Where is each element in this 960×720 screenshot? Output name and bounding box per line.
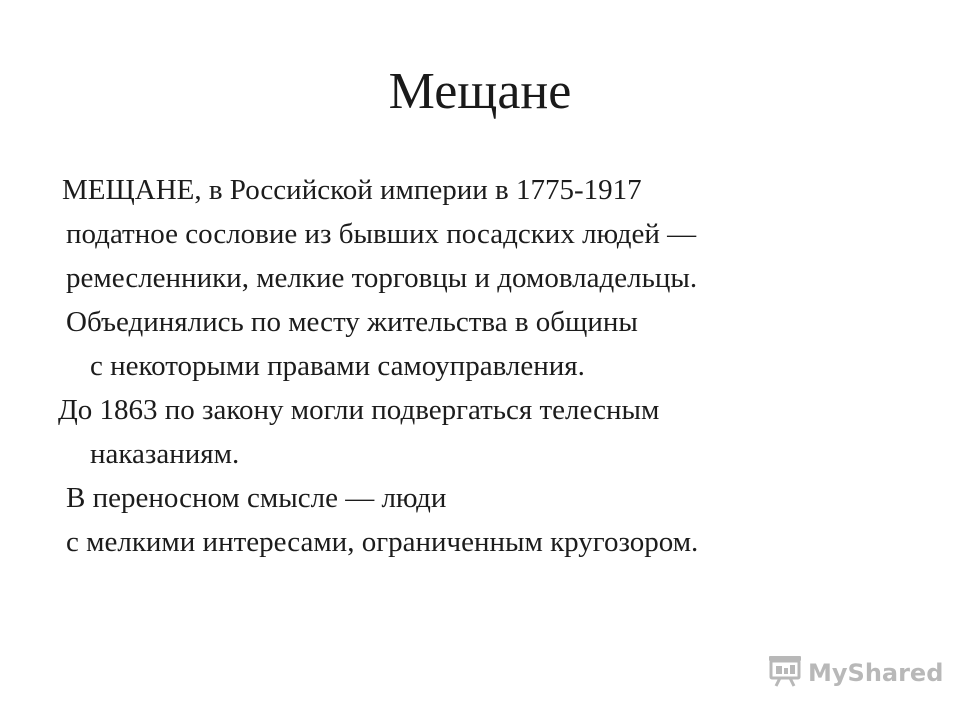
body-line-8: В переносном смысле — люди [66,482,447,514]
body-line-7: наказаниям. [90,438,240,470]
projector-screen-icon [768,655,802,691]
body-line-1: МЕЩАНЕ, в Российской империи в 1775-1917 [62,174,642,206]
myshared-logo [768,656,943,690]
body-line-3: ремесленники, мелкие торговцы и домовладельцы. [66,262,698,294]
body-line-5: с некоторыми правами самоуправления. [90,350,585,382]
body-line-4: Объединялись по месту жительства в общины [66,306,638,338]
myshared-logo-text: MyShared [808,659,944,687]
slide-title: Мещане [388,63,572,120]
body-line-6: До 1863 по закону могли подвергаться телесным [58,394,660,426]
body-line-2: податное сословие из бывших посадских людей — [66,218,697,250]
body-line-9: с мелкими интересами, ограниченным кругозором. [66,526,699,558]
